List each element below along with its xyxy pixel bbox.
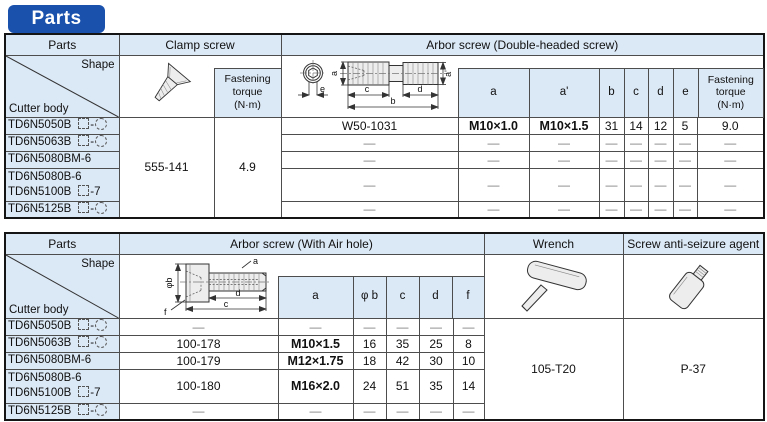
col-header-b: b: [599, 68, 625, 118]
dim-f-label: f: [163, 306, 167, 317]
dim-e-label: e: [319, 83, 325, 94]
dashed-circle-symbol: [95, 135, 107, 147]
dashed-square-symbol: [78, 202, 89, 213]
cutter-body-label: Cutter body: [9, 303, 69, 316]
dashed-square-symbol: [78, 336, 89, 347]
cutter-body-cell: TD6N5063B -: [5, 134, 119, 151]
shape-label: Shape: [81, 257, 115, 270]
airhole-dimension-header-band: [278, 276, 485, 319]
col-header-a: a: [278, 276, 354, 319]
cutter-body-cell: TD6N5063B -: [5, 335, 119, 352]
dim-b-label: b: [389, 95, 396, 106]
clamp-fastening-torque-header: Fastening torque (N·m): [214, 68, 282, 118]
page-title-tab: [8, 5, 105, 33]
clamp-screw-drawing: [128, 58, 208, 116]
double-headed-screw-drawing: [286, 57, 461, 117]
cutter-body-cell: TD6N5080B-6 TD6N5100B -7: [5, 168, 119, 201]
dashed-square-symbol: [78, 319, 89, 330]
table-row: TD6N5080BM-6 100-179 M12×1.75 18 42 30 10: [5, 352, 764, 369]
dashed-square-symbol: [78, 135, 89, 146]
table-row: TD6N5125B - — — — — — — — —: [5, 201, 764, 218]
dashed-circle-symbol: [95, 118, 107, 130]
airhole-wrench-agent-table: [4, 232, 765, 421]
dashed-square-symbol: [78, 118, 89, 129]
header-parts: Parts: [5, 233, 119, 254]
clamp-arbor-screw-table: [4, 33, 765, 219]
dashed-circle-symbol: [95, 202, 107, 214]
col-header-fastening-torque: Fastening torque (N·m): [698, 68, 765, 118]
col-header-d: d: [648, 68, 674, 118]
table-row: TD6N5050B - — — — — — — 105-T20 P-37: [5, 318, 764, 335]
arbor-order-number: W50-1031: [281, 117, 458, 134]
wrench-drawing: [509, 255, 599, 313]
header-anti-seizure: Screw anti-seizure agent: [623, 233, 764, 254]
col-header-c: c: [624, 68, 649, 118]
dashed-square-symbol: [78, 404, 89, 415]
dim-a-prime-label: a': [442, 69, 453, 77]
col-header-d: d: [419, 276, 453, 319]
clamp-order-number: 555-141: [119, 117, 214, 218]
agent-order-number: P-37: [623, 318, 764, 420]
agent-bottle-drawing: [663, 255, 723, 313]
arbor-screw-shape-cell: [281, 55, 764, 117]
header-clamp-screw: Clamp screw: [119, 34, 281, 55]
table-row: TD6N5080B-6 TD6N5100B -7 100-180 M16×2.0 24 51 35 14: [5, 369, 764, 403]
dashed-circle-symbol: [95, 404, 107, 416]
table-row: TD6N5080B-6 TD6N5100B -7 — — — — — — — —: [5, 168, 764, 201]
cutter-body-cell: TD6N5125B -: [5, 201, 119, 218]
cutter-body-cell: TD6N5050B -: [5, 318, 119, 335]
anti-seizure-shape-cell: [623, 254, 764, 318]
dim-d-label: d: [416, 83, 423, 94]
table-row: TD6N5080BM-6 — — — — — — — —: [5, 151, 764, 168]
wrench-shape-cell: [484, 254, 623, 318]
dim-c-label: c: [223, 298, 228, 309]
col-header-phi-b: φ b: [353, 276, 387, 319]
clamp-screw-shape-cell: [119, 55, 281, 117]
dashed-square-symbol: [78, 386, 89, 397]
cutter-body-label: Cutter body: [9, 102, 69, 115]
page-title: Parts: [31, 8, 82, 29]
cutter-body-cell: TD6N5080BM-6: [5, 352, 119, 369]
cutter-body-cell: TD6N5050B -: [5, 117, 119, 134]
table-row: TD6N5050B - 555-141 4.9 W50-1031 M10×1.0 M10×1.5 31 14 12 5 9.0: [5, 117, 764, 134]
cutter-body-cell: TD6N5125B -: [5, 403, 119, 420]
wrench-order-number: 105-T20: [484, 318, 623, 420]
header-wrench: Wrench: [484, 233, 623, 254]
dashed-square-symbol: [78, 185, 89, 196]
col-header-f: f: [452, 276, 485, 319]
col-header-c: c: [386, 276, 420, 319]
cutter-body-cell: TD6N5080BM-6: [5, 151, 119, 168]
header-arbor-airhole: Arbor screw (With Air hole): [119, 233, 484, 254]
table-row: TD6N5063B - — — — — — — — —: [5, 134, 764, 151]
dim-a-label: a: [252, 255, 258, 266]
table-row: TD6N5063B - 100-178 M10×1.5 16 35 25 8: [5, 335, 764, 352]
shape-cutterbody-diagonal-cell: [5, 55, 119, 117]
cutter-body-cell: TD6N5080B-6 TD6N5100B -7: [5, 369, 119, 403]
airhole-order-number: —: [119, 318, 278, 335]
dashed-circle-symbol: [95, 336, 107, 348]
shape-cutterbody-diagonal-cell: [5, 254, 119, 318]
col-header-e: e: [673, 68, 699, 118]
clamp-torque-value: 4.9: [214, 117, 281, 218]
arbor-dimension-header-band: [458, 68, 765, 118]
header-parts: Parts: [5, 34, 119, 55]
airhole-screw-drawing: [138, 256, 272, 317]
col-header-a: a: [458, 68, 530, 118]
dim-phi-b-label: φb: [163, 277, 174, 288]
col-header-a-prime: a': [529, 68, 600, 118]
dim-d-label: d: [234, 287, 241, 298]
table-row: TD6N5125B - — — — — — —: [5, 403, 764, 420]
dim-a-label: a: [328, 70, 339, 76]
header-arbor-screw: Arbor screw (Double-headed screw): [281, 34, 764, 55]
shape-label: Shape: [81, 58, 115, 71]
dashed-circle-symbol: [95, 319, 107, 331]
airhole-screw-shape-cell: [119, 254, 484, 318]
dim-c-label: c: [364, 83, 369, 94]
